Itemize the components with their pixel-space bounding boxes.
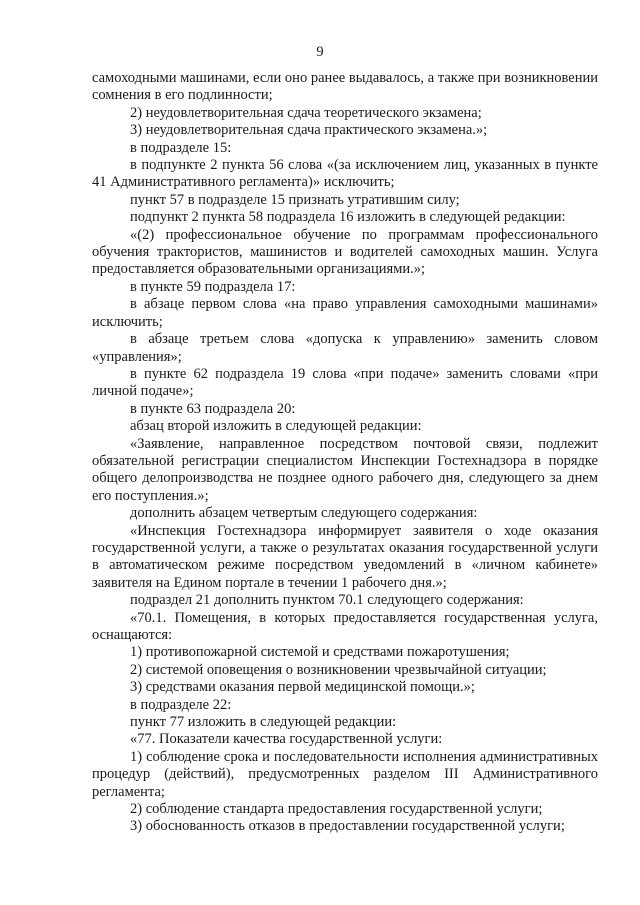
- paragraph: в подразделе 22:: [130, 696, 232, 713]
- paragraph: 1) противопожарной системой и средствами пожаротушения;: [130, 644, 510, 661]
- paragraph: 2) соблюдение стандарта предоставления государственной услуги;: [130, 801, 543, 818]
- paragraph: абзац второй изложить в следующей редакции:: [130, 418, 422, 435]
- paragraph: в пункте 59 подраздела 17:: [130, 278, 296, 295]
- paragraph: «77. Показатели качества государственной услуги:: [130, 731, 443, 748]
- paragraph: 2) неудовлетворительная сдача теоретического экзамена;: [130, 104, 482, 121]
- paragraph: пункт 77 изложить в следующей редакции:: [130, 714, 397, 731]
- paragraph: 2) системой оповещения о возникновении чрезвычайной ситуации;: [130, 661, 547, 678]
- paragraph: 3) неудовлетворительная сдача практического экзамена.»;: [130, 122, 488, 139]
- paragraph: самоходными машинами, если оно ранее выдавалось, а также при возникновении сомнения в его подлинности;: [92, 70, 598, 104]
- paragraph: «70.1. Помещения, в которых предоставляется государственная услуга, оснащаются:: [92, 609, 598, 643]
- paragraph: «Заявление, направленное посредством почтовой связи, подлежит обязательной регистрации специалистом Инспекции Гостехнадзора в порядке общего делопроизводства не позднее одного рабочего дня, следующего за днем его поступления.»;: [92, 435, 598, 504]
- paragraph: 3) средствами оказания первой медицинской помощи.»;: [130, 679, 475, 696]
- page-number: 9: [316, 44, 324, 60]
- paragraph: в пункте 63 подраздела 20:: [130, 400, 296, 417]
- paragraph: «(2) профессиональное обучение по программам профессионального обучения трактористов, машинистов и водителей самоходных машин. Услуга предоставляется образовательными организациями.»;: [92, 226, 598, 278]
- document-body: [92, 70, 598, 836]
- paragraph: в подразделе 15:: [130, 139, 232, 156]
- paragraph: в пункте 62 подраздела 19 слова «при подаче» заменить словами «при личной подаче»;: [92, 365, 598, 400]
- paragraph: в абзаце третьем слова «допуска к управлению» заменить словом «управления»;: [92, 331, 598, 365]
- paragraph: «Инспекция Гостехнадзора информирует заявителя о ходе оказания государственной услуги, а также о результатах оказания государственной услуги в автоматическом режиме посредством уведомлений в «личном кабинете» заявителя на Едином портале в течении 1 рабочего дня.»;: [92, 522, 598, 591]
- paragraph: подпункт 2 пункта 58 подраздела 16 изложить в следующей редакции:: [130, 209, 566, 226]
- paragraph: в подпункте 2 пункта 56 слова «(за исключением лиц, указанных в пункте 41 Административного регламента)» исключить;: [92, 157, 598, 191]
- paragraph: дополнить абзацем четвертым следующего содержания:: [130, 505, 478, 522]
- paragraph: подраздел 21 дополнить пунктом 70.1 следующего содержания:: [130, 592, 524, 609]
- paragraph: пункт 57 в подразделе 15 признать утратившим силу;: [130, 191, 460, 208]
- paragraph: 3) обоснованность отказов в предоставлении государственной услуги;: [130, 818, 565, 835]
- paragraph: в абзаце первом слова «на право управления самоходными машинами» исключить;: [92, 296, 598, 330]
- paragraph: 1) соблюдение срока и последовательности исполнения административных процедур (действий), предусмотренных разделом III Административного регламента;: [92, 748, 598, 800]
